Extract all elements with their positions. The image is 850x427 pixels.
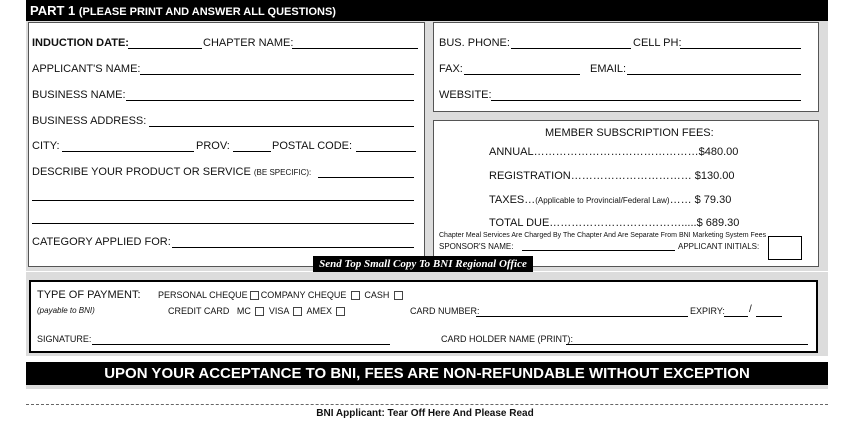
credit-card-row [168,306,347,316]
signature-field[interactable] [92,344,390,345]
initials-box[interactable] [768,236,802,260]
part-header [26,0,828,21]
chapter-name-label: CHAPTER NAME: [203,37,294,49]
category-field[interactable] [172,247,414,248]
amex-checkbox[interactable] [336,307,345,316]
applicant-name-label: APPLICANT'S NAME: [32,63,141,75]
category-label: CATEGORY APPLIED FOR: [32,236,171,248]
part-instruction: (PLEASE PRINT AND ANSWER ALL QUESTIONS) [78,6,336,18]
business-name-field[interactable] [126,100,414,101]
card-number-label: CARD NUMBER: [410,306,480,316]
company-cheque-checkbox[interactable] [351,291,360,300]
describe-text: DESCRIBE YOUR PRODUCT OR SERVICE [32,166,251,178]
visa-checkbox[interactable] [293,307,302,316]
postal-code-field[interactable] [356,151,416,152]
taxes-amount: …… $ 79.30 [669,194,732,206]
banner-underbar [26,385,828,389]
describe-label [32,166,311,178]
describe-field-1[interactable] [318,177,414,178]
card-number-field[interactable] [476,316,688,317]
sponsor-label: SPONSOR'S NAME: [439,242,514,251]
expiry-month-field[interactable] [724,316,748,317]
postal-code-label: POSTAL CODE: [272,140,353,152]
describe-note: (BE SPECIFIC): [253,168,312,177]
cash-checkbox[interactable] [394,291,403,300]
chapter-name-field[interactable] [292,48,418,49]
mc-label: MC [236,306,251,316]
prov-field[interactable] [233,151,271,152]
fax-label: FAX: [439,63,463,75]
sponsor-field[interactable] [522,250,675,251]
registration-fee: REGISTRATION…………………………… $130.00 [489,170,735,182]
amex-label: AMEX [306,306,332,316]
website-field[interactable] [491,100,801,101]
personal-cheque-checkbox[interactable] [250,291,259,300]
part-title: PART 1 [30,3,76,18]
payment-options-row [158,290,405,300]
credit-card-label: CREDIT CARD [168,306,230,316]
expiry-year-field[interactable] [756,316,782,317]
fax-field[interactable] [464,74,580,75]
payment-box [29,280,818,353]
tear-instruction: BNI Applicant: Tear Off Here And Please Read [316,408,534,419]
induction-date-label: INDUCTION DATE: [32,37,129,49]
business-address-field[interactable] [149,126,414,127]
chapter-meal-note: Chapter Meal Services Are Charged By The Chapter And Are Separate From BNI Marketing System Fees [439,232,767,239]
prov-label: PROV: [196,140,230,152]
initials-label: APPLICANT INITIALS: [678,242,760,251]
website-label: WEBSITE: [439,89,492,101]
card-holder-label: CARD HOLDER NAME (PRINT): [441,334,574,344]
cash-label: CASH [364,290,390,300]
business-address-label: BUSINESS ADDRESS: [32,115,147,127]
taxes-label: TAXES… [489,194,536,206]
total-due: TOTAL DUE……………………………….....$ 689.30 [489,217,740,229]
expiry-slash: / [749,304,752,315]
taxes-fee [489,194,731,206]
describe-field-2[interactable] [32,200,414,201]
induction-date-field[interactable] [128,48,202,49]
describe-field-3[interactable] [32,223,414,224]
payment-type-label: TYPE OF PAYMENT: [37,289,141,301]
send-copy-banner: Send Top Small Copy To BNI Regional Office [313,256,533,273]
expiry-label: EXPIRY: [690,306,725,316]
company-cheque-label: COMPANY CHEQUE [260,290,347,300]
signature-label: SIGNATURE: [37,334,92,344]
email-field[interactable] [627,74,801,75]
annual-fee: ANNUAL………………………………………$480.00 [489,146,739,158]
cell-ph-field[interactable] [680,48,801,49]
visa-label: VISA [268,306,289,316]
non-refundable-banner: UPON YOUR ACCEPTANCE TO BNI, FEES ARE NON-REFUNDABLE WITHOUT EXCEPTION [26,362,828,385]
taxes-note: (Applicable to Provincial/Federal Law) [535,196,670,205]
cell-ph-label: CELL PH: [633,37,682,49]
tear-line [26,404,828,405]
applicant-name-field[interactable] [140,74,414,75]
city-label: CITY: [32,140,60,152]
bus-phone-field[interactable] [511,48,631,49]
personal-cheque-label: PERSONAL CHEQUE [158,290,248,300]
email-label: EMAIL: [590,63,627,75]
payable-note: (payable to BNI) [37,306,95,315]
mc-checkbox[interactable] [255,307,264,316]
city-field[interactable] [62,151,194,152]
business-name-label: BUSINESS NAME: [32,89,126,101]
card-holder-field[interactable] [566,344,808,345]
fees-title: MEMBER SUBSCRIPTION FEES: [545,127,714,139]
bus-phone-label: BUS. PHONE: [439,37,510,49]
